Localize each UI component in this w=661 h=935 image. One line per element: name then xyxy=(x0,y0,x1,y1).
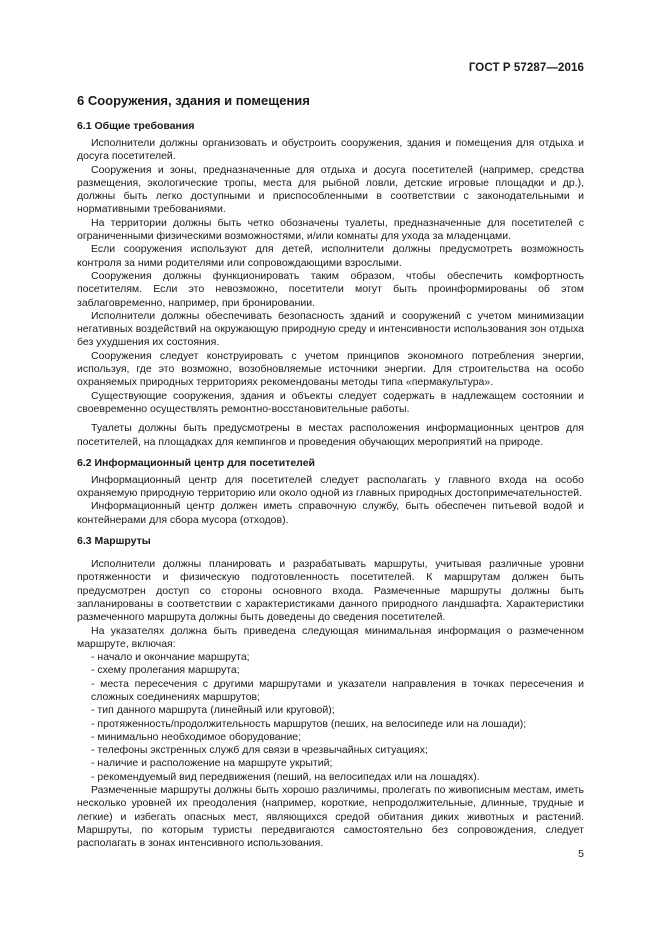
list-item: - минимально необходимое оборудование; xyxy=(91,730,302,743)
subsection-6-2-title: 6.2 Информационный центр для посетителей xyxy=(77,456,316,469)
paragraph: Размеченные маршруты должны быть хорошо различимы, пролегать по живописным местам, иметь несколько уровней их преодоления (например, короткие, непродолжительные, длинные, трудные и легкие) и избегать опасных мест, являющихся средой обитания диких животных и растений. Маршруты, по которым туристы передвигаются самостоятельно без сопровождения, следует располагать в зонах интенсивного использования. xyxy=(77,784,584,850)
list-item: - рекомендуемый вид передвижения (пеший, на велосипедах или на лошадях). xyxy=(91,770,480,783)
page-number: 5 xyxy=(578,848,584,860)
list-item: - схему пролегания маршрута; xyxy=(91,664,240,677)
paragraph: Исполнители должны обеспечивать безопасность зданий и сооружений с учетом минимизации негативных воздействий на окружающую природную среду и интенсивности использования зон отдыха без ухудшения их состояния. xyxy=(77,309,584,349)
list-item: - наличие и расположение на маршруте укрытий; xyxy=(91,757,333,770)
subsection-6-1-title: 6.1 Общие требования xyxy=(77,120,195,132)
section-6-title: 6 Сооружения, здания и помещения xyxy=(77,93,310,108)
paragraph: Туалеты должны быть предусмотрены в местах расположения информационных центров для посетителей, на площадках для кемпингов и проведения обучающих мероприятий на природе. xyxy=(77,422,584,448)
paragraph: Информационный центр для посетителей следует располагать у главного входа на особо охраняемую природную территорию или около одной из главных природных достопримечательностей. xyxy=(77,473,584,500)
subsection-6-3-title: 6.3 Маршруты xyxy=(77,535,151,548)
list-item: - тип данного маршрута (линейный или круговой); xyxy=(91,704,335,717)
list-item: - начало и окончание маршрута; xyxy=(91,651,250,664)
paragraph: Исполнители должны организовать и обустроить сооружения, здания и помещения для отдыха и досуга посетителей. xyxy=(77,137,584,163)
paragraph: Сооружения и зоны, предназначенные для отдыха и досуга посетителей (например, средства размещения, экологические тропы, места для рыбной ловли, детские игровые площадки и др.), должны быть легко доступными и приспособленными в соответствии с законодательными и нормативными требованиями. xyxy=(77,163,584,216)
paragraph: Информационный центр должен иметь справочную службу, быть обеспечен питьевой водой и контейнерами для сбора мусора (отходов). xyxy=(77,500,584,526)
list-item: - протяженность/продолжительность маршрутов (пеших, на велосипеде или на лошади); xyxy=(91,717,527,730)
document-header: ГОСТ Р 57287—2016 xyxy=(468,62,584,74)
paragraph: Исполнители должны планировать и разрабатывать маршруты, учитывая различные уровни протяженности и физическую подготовленность посетителей. К маршрутам должен быть предусмотрен доступ со стороны основного входа. Размеченные маршруты должны быть запланированы в соответствии с характеристиками данного природного ландшафта. Характеристики размеченного маршрута должны быть доведены до сведения посетителей. xyxy=(77,558,584,624)
paragraph: Существующие сооружения, здания и объекты следует содержать в надлежащем состоянии и своевременно осуществлять ремонтно-восстановительные работы. xyxy=(77,389,584,415)
list-item: - телефоны экстренных служб для связи в чрезвычайных ситуациях; xyxy=(91,744,428,757)
paragraph: Сооружения должны функционировать таким образом, чтобы обеспечить комфортность посетителям. Если это невозможно, посетители могут быть проинформированы об этом заблаговременно, например, при бронировании. xyxy=(77,269,584,309)
list-item: - места пересечения с другими маршрутами и указатели направления в точках пересечения и сложных соединениях маршрутов; xyxy=(91,677,584,703)
paragraph: На указателях должна быть приведена следующая минимальная информация о размеченном маршруте, включая: xyxy=(77,624,584,650)
paragraph: Сооружения следует конструировать с учетом принципов экономного потребления энергии, используя, где это возможно, возобновляемые источники энергии. Для строительства на особо охраняемых природных территориях рекомендованы методы типа «пермакультура». xyxy=(77,349,584,389)
paragraph: На территории должны быть четко обозначены туалеты, предназначенные для посетителей с ограниченными физическими возможностями, и/или комнаты для ухода за младенцами. xyxy=(77,216,584,243)
paragraph: Если сооружения используют для детей, исполнители должны предусмотреть возможность контроля за ними родителями или сопровождающими взрослыми. xyxy=(77,243,584,269)
page-content xyxy=(77,93,584,851)
